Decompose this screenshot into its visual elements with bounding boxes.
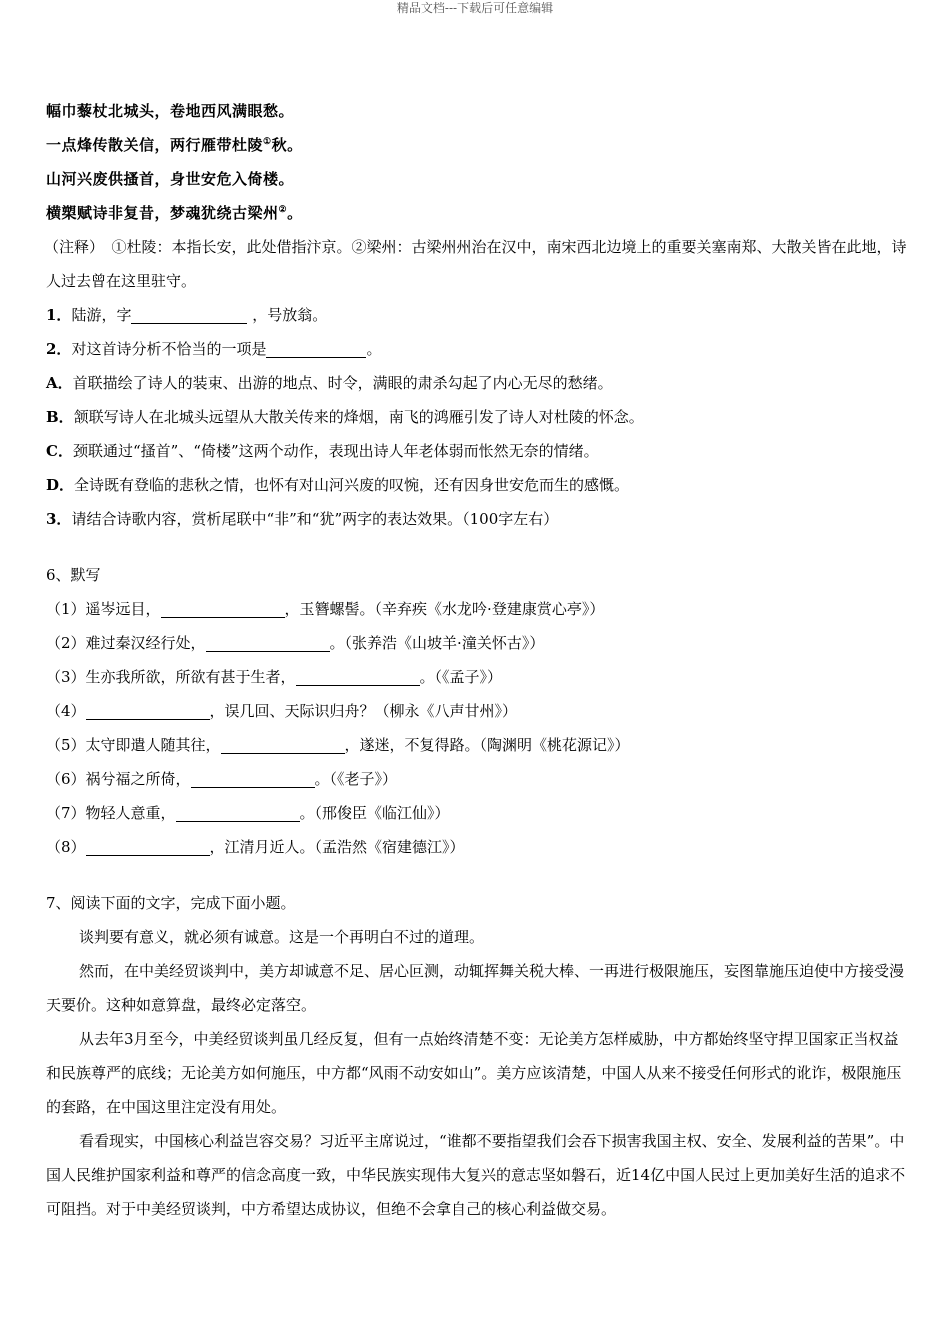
dictation-prompt: （5）太守即遣人随其往， xyxy=(46,736,221,754)
poem-annotation: （注释） ①杜陵：本指长安，此处借指汴京。②梁州：古梁州州治在汉中，南宋西北边境上的重要关塞南郑、大散关皆在此地，诗人过去曾在这里驻守。 xyxy=(44,238,907,290)
dictation-source: ，遂迷，不复得路。（陶渊明《桃花源记》） xyxy=(344,736,630,754)
option-d xyxy=(46,468,908,502)
answer-blank[interactable] xyxy=(206,635,330,652)
option-text: 颔联写诗人在北城头远望从大散关传来的烽烟，南飞的鸿雁引发了诗人对杜陵的怀念。 xyxy=(73,408,644,426)
dictation-source: ，玉簪螺髻。（辛弃疾《水龙吟·登建康赏心亭》） xyxy=(284,600,605,618)
dictation-item-2 xyxy=(46,626,908,660)
option-key: A． xyxy=(46,374,73,392)
answer-blank[interactable] xyxy=(131,307,247,324)
option-key: D． xyxy=(46,476,75,494)
poem-line-2-end: 秋。 xyxy=(271,136,303,154)
answer-blank[interactable] xyxy=(266,341,366,358)
answer-blank[interactable] xyxy=(296,669,420,686)
reading-paragraph-2: 然而，在中美经贸谈判中，美方却诚意不足、居心叵测，动辄挥舞关税大棒、一再进行极限施压，妄图靠施压迫使中方接受漫天要价。这种如意算盘，最终必定落空。 xyxy=(46,962,905,1014)
question-number: 1． xyxy=(46,306,72,324)
answer-blank[interactable] xyxy=(86,703,210,720)
footnote-marker-1: ① xyxy=(263,137,272,147)
section-7-title: 7、阅读下面的文字，完成下面小题。 xyxy=(46,894,296,912)
footnote-marker-2: ② xyxy=(278,205,288,215)
dictation-prompt: （7）物轻人意重， xyxy=(46,804,176,822)
question-text-end: 。 xyxy=(366,340,382,358)
question-3 xyxy=(46,502,908,536)
answer-blank[interactable] xyxy=(86,839,210,856)
question-text: 请结合诗歌内容，赏析尾联中“非”和“犹”两字的表达效果。（100字左右） xyxy=(71,510,559,528)
dictation-source: 。（张养浩《山坡羊·潼关怀古》） xyxy=(329,634,545,652)
dictation-source: 。（《孟子》） xyxy=(419,668,503,686)
spacer xyxy=(46,864,908,886)
reading-paragraph-4: 看看现实，中国核心利益岂容交易？习近平主席说过，“谁都不要指望我们会吞下损害我国主权、安全、发展利益的苦果”。中国人民维护国家利益和尊严的信念高度一致，中华民族实现伟大复兴的意志坚如磐石，近14亿中国人民过上更加美好生活的追求不可阻挡。对于中美经贸谈判，中方希望达成协议，但绝不会拿自己的核心利益做交易。 xyxy=(46,1132,906,1218)
dictation-prompt: （3）生亦我所欲，所欲有甚于生者， xyxy=(46,668,296,686)
answer-blank[interactable] xyxy=(221,737,345,754)
answer-blank[interactable] xyxy=(161,601,285,618)
section-6-title: 6、默写 xyxy=(46,566,101,584)
dictation-prompt: （4） xyxy=(46,702,86,720)
document-body xyxy=(46,94,908,1226)
poem-line-2 xyxy=(46,128,908,162)
question-1 xyxy=(46,298,908,332)
question-number: 3． xyxy=(46,510,72,528)
option-text: 颈联通过“搔首”、“倚楼”这两个动作，表现出诗人年老体弱而怅然无奈的情绪。 xyxy=(72,442,599,460)
answer-blank[interactable] xyxy=(191,771,315,788)
option-b xyxy=(46,400,908,434)
question-number: 2． xyxy=(46,340,72,358)
question-2 xyxy=(46,332,908,366)
dictation-prompt: （6）祸兮福之所倚， xyxy=(46,770,191,788)
spacer xyxy=(46,536,908,558)
reading-paragraph-3: 从去年3月至今，中美经贸谈判虽几经反复，但有一点始终清楚不变：无论美方怎样威胁，中方都始终坚守捍卫国家正当权益和民族尊严的底线；无论美方如何施压，中方都“风雨不动安如山”。美方应该清楚，中国人从来不接受任何形式的讹诈，极限施压的套路，在中国这里注定没有用处。 xyxy=(46,1030,902,1116)
dictation-source: ，江清月近人。（孟浩然《宿建德江》） xyxy=(209,838,465,856)
dictation-prompt: （2）难过秦汉经行处， xyxy=(46,634,206,652)
poem-line-4 xyxy=(46,196,908,230)
option-text: 首联描绘了诗人的装束、出游的地点、时令，满眼的肃杀勾起了内心无尽的愁绪。 xyxy=(72,374,613,392)
poem-line-4-text: 横槊赋诗非复昔，梦魂犹绕古梁州 xyxy=(46,204,279,222)
dictation-item-1 xyxy=(46,592,908,626)
dictation-item-7 xyxy=(46,796,908,830)
option-c xyxy=(46,434,908,468)
poem-line-1: 幅巾藜杖北城头，卷地西风满眼愁。 xyxy=(46,102,295,120)
poem-line-3: 山河兴废供搔首，身世安危入倚楼。 xyxy=(46,170,295,188)
dictation-source: 。（邢俊臣《临江仙》） xyxy=(299,804,450,822)
question-text: 对这首诗分析不恰当的一项是 xyxy=(71,340,267,358)
option-key: C． xyxy=(46,442,73,460)
option-a xyxy=(46,366,908,400)
page-header: 精品文档---下载后可任意编辑 xyxy=(396,1,554,15)
poem-line-4-end: 。 xyxy=(287,204,303,222)
dictation-item-3 xyxy=(46,660,908,694)
answer-blank[interactable] xyxy=(176,805,300,822)
reading-paragraph-1: 谈判要有意义，就必须有诚意。这是一个再明白不过的道理。 xyxy=(79,928,485,946)
option-text: 全诗既有登临的悲秋之情，也怀有对山河兴废的叹惋，还有因身世安危而生的感慨。 xyxy=(74,476,630,494)
question-text: 陆游，字 xyxy=(71,306,132,324)
poem-line-2-text: 一点烽传散关信，两行雁带杜陵 xyxy=(46,136,264,154)
dictation-prompt: （1）遥岑远目， xyxy=(46,600,161,618)
dictation-prompt: （8） xyxy=(46,838,86,856)
question-text-end: ，号放翁。 xyxy=(247,306,328,324)
dictation-item-8 xyxy=(46,830,908,864)
dictation-source: 。（《老子》） xyxy=(314,770,398,788)
dictation-source: ，误几回、天际识归舟？（柳永《八声甘州》） xyxy=(209,702,518,720)
dictation-item-6 xyxy=(46,762,908,796)
option-key: B． xyxy=(46,408,74,426)
dictation-item-4 xyxy=(46,694,908,728)
dictation-item-5 xyxy=(46,728,908,762)
